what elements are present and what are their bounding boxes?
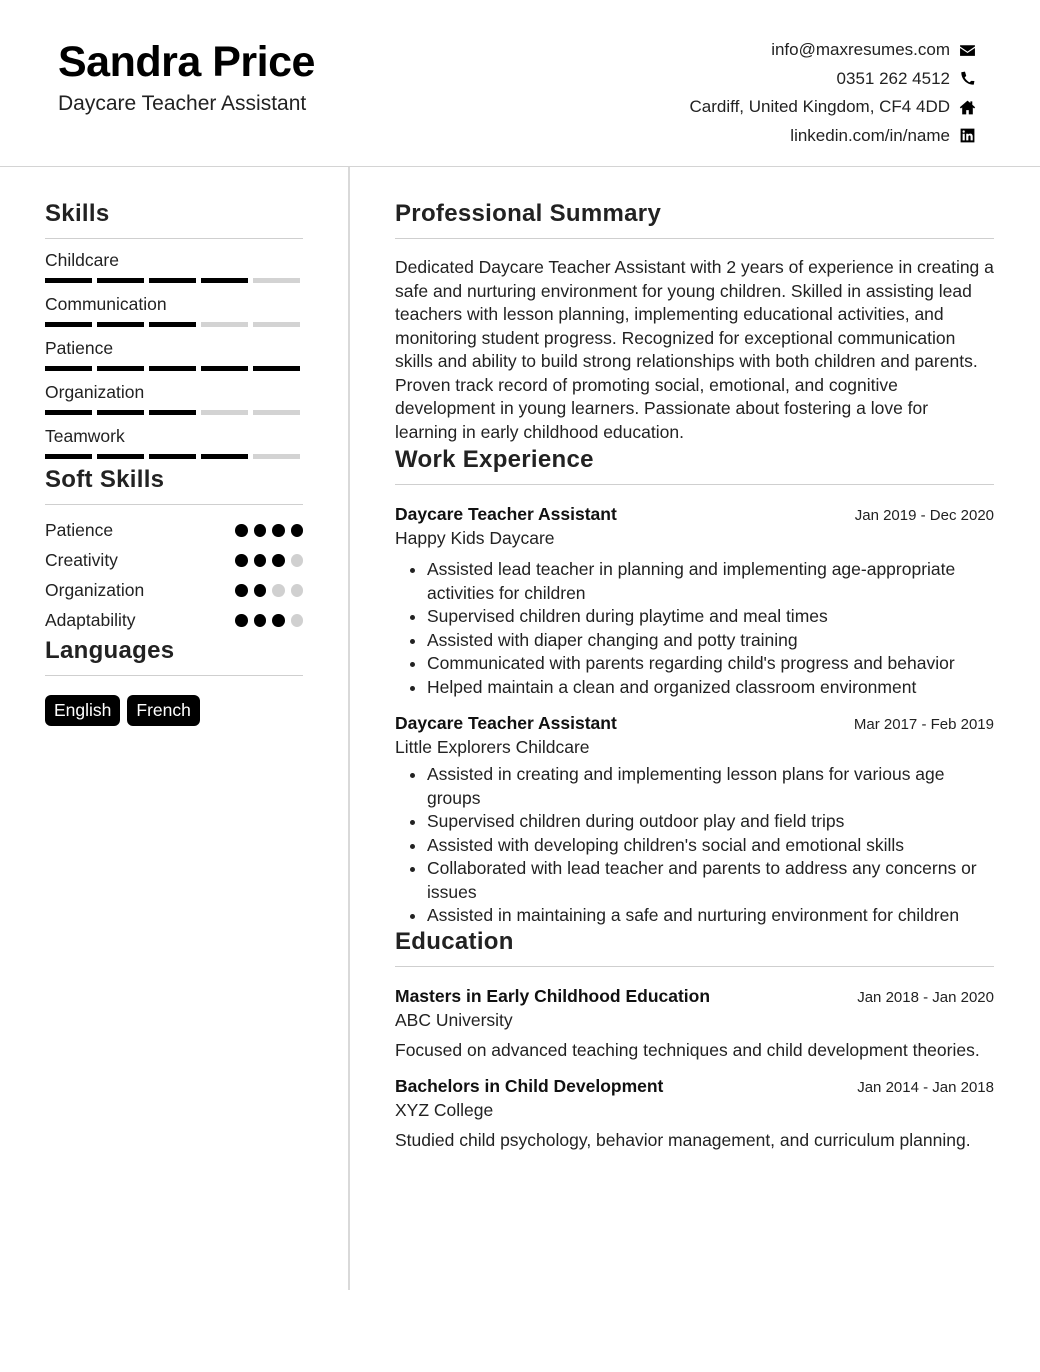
skill-level-bar <box>45 454 303 459</box>
home-icon <box>958 98 976 116</box>
job-bullet: • Assisted with diaper changing and potty training <box>427 629 994 653</box>
skill-level-segment <box>201 410 248 415</box>
rating-dot <box>272 614 285 627</box>
column-divider <box>348 167 350 1290</box>
job-bullet: • Supervised children during playtime and meal times <box>427 605 994 629</box>
education-header <box>395 986 994 1007</box>
contact-address <box>690 93 976 122</box>
rating-dot <box>254 554 267 567</box>
skill-level-bar <box>45 366 303 371</box>
rating-dot <box>235 554 248 567</box>
job-company: Happy Kids Daycare <box>395 528 555 548</box>
degree-title: Masters in Early Childhood Education <box>395 985 711 1006</box>
contact-list <box>690 36 976 150</box>
summary-text: Dedicated Daycare Teacher Assistant with 2 years of experience in creating a safe and nurturing environment for young children. Skilled in assisting lead teachers with lesson planning, implementing educational activities, and monitoring student progress. Recognized for exceptional communication skills and ability to build strong relationships with both children and parents. Proven track record of promoting social, emotional, and cognitive development in young learners. Passionate about fostering a love for learning in early childhood education. <box>395 257 994 442</box>
job-title: Daycare Teacher Assistant <box>395 504 617 524</box>
language-badge: French <box>127 695 199 726</box>
rating-dot <box>272 584 285 597</box>
job-bullet: • Communicated with parents regarding child's progress and behavior <box>427 652 994 676</box>
work-experience-list <box>395 504 994 928</box>
job-bullets <box>395 558 994 699</box>
job-entry <box>395 504 994 699</box>
linkedin-icon <box>958 127 976 145</box>
skill-level-segment <box>45 322 92 327</box>
skill-level-bar <box>45 322 303 327</box>
rating-dot <box>235 614 248 627</box>
soft-skill-label: Creativity <box>45 549 118 570</box>
education-entry <box>395 1076 994 1153</box>
soft-skill-label: Adaptability <box>45 609 136 630</box>
candidate-role: Daycare Teacher Assistant <box>58 92 307 115</box>
rating-dot <box>291 524 304 537</box>
education-header <box>395 1076 994 1097</box>
soft-skill-item <box>45 575 303 605</box>
job-company: Little Explorers Childcare <box>395 737 590 757</box>
education-entry <box>395 986 994 1063</box>
skill-item <box>45 382 303 415</box>
school-name: XYZ College <box>395 1100 494 1120</box>
envelope-icon <box>958 41 976 59</box>
soft-skills-list <box>45 515 303 635</box>
resume-header <box>0 0 1040 167</box>
job-title: Daycare Teacher Assistant <box>395 713 617 733</box>
skill-item <box>45 426 303 459</box>
job-bullets <box>395 763 994 928</box>
rating-dot <box>272 524 285 537</box>
soft-skill-rating <box>235 554 303 567</box>
contact-linkedin-text: linkedin.com/in/name <box>790 125 950 145</box>
candidate-name: Sandra Price <box>58 38 315 86</box>
school-name: ABC University <box>395 1009 513 1030</box>
skill-level-segment <box>97 322 144 327</box>
rating-dot <box>291 584 304 597</box>
phone-icon <box>958 70 976 88</box>
education-date: Jan 2018 - Jan 2020 <box>857 988 994 1006</box>
languages-heading: Languages <box>45 637 303 676</box>
skill-level-bar <box>45 410 303 415</box>
job-date: Jan 2019 - Dec 2020 <box>854 507 994 524</box>
rating-dot <box>291 614 304 627</box>
job-entry <box>395 713 994 928</box>
rating-dot <box>235 584 248 597</box>
degree-title: Bachelors in Child Development <box>395 1076 664 1096</box>
job-date: Mar 2017 - Feb 2019 <box>853 716 994 733</box>
job-bullet: • Assisted lead teacher in planning and implementing age-appropriate activities for children <box>427 558 994 605</box>
skill-label: Organization <box>45 382 145 402</box>
skill-label: Childcare <box>45 250 119 270</box>
contact-address-text: Cardiff, United Kingdom, CF4 4DD <box>689 97 950 117</box>
education-list <box>395 986 994 1153</box>
job-bullet: • Supervised children during outdoor play and field trips <box>427 810 994 834</box>
soft-skill-label: Patience <box>45 519 114 540</box>
contact-phone[interactable] <box>690 65 976 94</box>
rating-dot <box>272 554 285 567</box>
skill-level-segment <box>201 322 248 327</box>
skill-level-segment <box>45 366 92 371</box>
rating-dot <box>254 614 267 627</box>
skill-level-segment <box>149 454 196 459</box>
main-content <box>395 200 994 1153</box>
soft-skill-item <box>45 605 303 635</box>
skill-level-segment <box>149 278 196 283</box>
skill-level-segment <box>45 454 92 459</box>
skill-label: Teamwork <box>45 426 125 446</box>
skills-heading: Skills <box>45 200 303 239</box>
skill-level-segment <box>97 278 144 283</box>
skill-level-segment <box>253 322 300 327</box>
education-heading: Education <box>395 928 994 967</box>
skill-item <box>45 294 303 327</box>
skill-level-segment <box>253 454 300 459</box>
skill-level-segment <box>45 278 92 283</box>
skill-level-segment <box>97 454 144 459</box>
soft-skill-rating <box>235 524 303 537</box>
job-bullet: • Assisted in maintaining a safe and nurturing environment for children <box>427 904 994 928</box>
skill-level-segment <box>97 410 144 415</box>
contact-phone-text: 0351 262 4512 <box>836 68 950 88</box>
contact-email[interactable] <box>690 36 976 65</box>
skill-label: Communication <box>45 294 167 314</box>
sidebar <box>45 200 303 726</box>
rating-dot <box>291 554 304 567</box>
soft-skill-item <box>45 545 303 575</box>
rating-dot <box>235 524 248 537</box>
skill-level-segment <box>253 278 300 283</box>
job-header <box>395 713 994 734</box>
soft-skill-item <box>45 515 303 545</box>
skill-item <box>45 338 303 371</box>
skill-item <box>45 250 303 283</box>
summary-heading: Professional Summary <box>395 200 994 239</box>
skill-level-segment <box>149 410 196 415</box>
soft-skill-rating <box>235 584 303 597</box>
job-bullet: • Assisted in creating and implementing lesson plans for various age groups <box>427 763 994 810</box>
soft-skills-heading: Soft Skills <box>45 466 303 505</box>
skill-level-segment <box>149 366 196 371</box>
job-bullet: • Helped maintain a clean and organized classroom environment <box>427 676 994 700</box>
skill-label: Patience <box>45 338 114 358</box>
rating-dot <box>254 584 267 597</box>
education-description: Studied child psychology, behavior management, and curriculum planning. <box>395 1130 971 1150</box>
job-header <box>395 504 994 525</box>
job-bullet: • Collaborated with lead teacher and parents to address any concerns or issues <box>427 857 994 904</box>
skill-level-segment <box>253 366 300 371</box>
skill-level-segment <box>45 410 92 415</box>
languages-list <box>45 695 303 726</box>
work-heading: Work Experience <box>395 446 994 485</box>
soft-skill-rating <box>235 614 303 627</box>
job-bullet: • Assisted with developing children's social and emotional skills <box>427 834 994 858</box>
skills-list <box>45 250 303 459</box>
education-date: Jan 2014 - Jan 2018 <box>857 1079 994 1096</box>
education-description: Focused on advanced teaching techniques and child development theories. <box>395 1039 980 1060</box>
skill-level-segment <box>201 278 248 283</box>
skill-level-segment <box>201 366 248 371</box>
skill-level-segment <box>97 366 144 371</box>
rating-dot <box>254 524 267 537</box>
language-badge: English <box>45 695 120 726</box>
contact-linkedin[interactable] <box>690 122 976 151</box>
soft-skill-label: Organization <box>45 579 145 600</box>
skill-level-segment <box>149 322 196 327</box>
skill-level-segment <box>201 454 248 459</box>
skill-level-segment <box>253 410 300 415</box>
contact-email-text: info@maxresumes.com <box>771 40 950 60</box>
skill-level-bar <box>45 278 303 283</box>
